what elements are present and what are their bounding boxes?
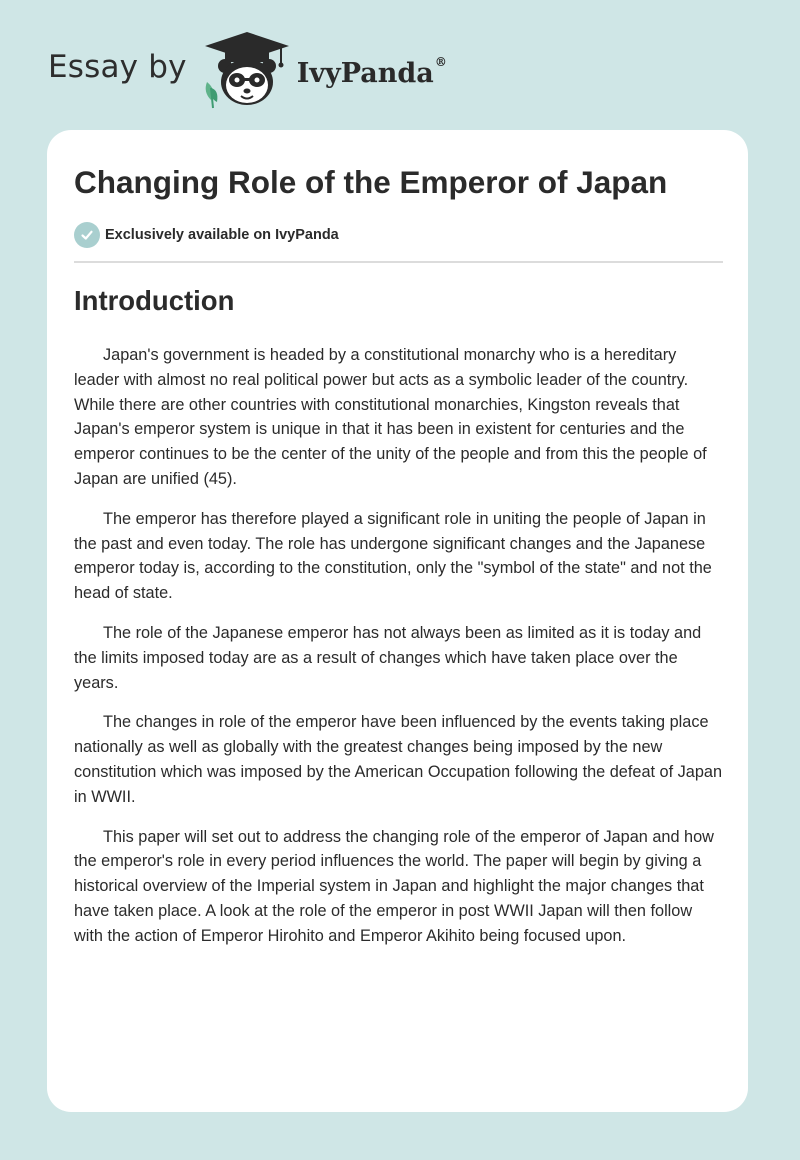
registered-mark: ® (434, 54, 447, 69)
brand-label: IvyPanda (296, 57, 434, 89)
divider (74, 261, 723, 263)
brand-name[interactable] (296, 54, 447, 89)
paragraph: The changes in role of the emperor have been influenced by the events taking place nationally as well as globally with the greatest changes being imposed by the new constitution which was imposed by the American Occupation following the defeat of Japan in WWII. (74, 713, 723, 806)
essay-by-label: Essay by (48, 49, 187, 85)
badge-label: Exclusively available on IvyPanda (105, 227, 339, 243)
check-circle-icon (74, 222, 100, 248)
page-title: Changing Role of the Emperor of Japan (74, 164, 668, 200)
section-heading: Introduction (74, 285, 235, 316)
paragraph: The emperor has therefore played a significant role in uniting the people of Japan in the past and even today. The role has undergone significant changes and the Japanese emperor today is, according to the constitution, only the "symbol of the state" and not the head of state. (74, 509, 712, 603)
article-body (74, 343, 725, 964)
paragraph: Japan's government is headed by a constitutional monarchy who is a hereditary leader with almost no real political power but acts as a symbolic leader of the country. While there are other countries with constitutional monarchies, Kingston reveals that Japan's emperor system is unique in that it has been in existent for centuries and the emperor continues to be the center of the unity of the people and from this the people of Japan are unified (45). (74, 346, 707, 488)
site-header (48, 30, 447, 110)
paragraph: This paper will set out to address the changing role of the emperor of Japan and how the emperor's role in every period influences the world. The paper will begin by giving a historical overview of the Imperial system in Japan and highlight the major changes that have taken place. A look at the role of the emperor in post WWII Japan will then follow with the action of Emperor Hirohito and Emperor Akihito being focused upon. (74, 827, 714, 945)
article-card (47, 130, 748, 1112)
exclusive-badge (74, 222, 339, 248)
panda-graduate-logo-icon[interactable] (201, 30, 293, 110)
paragraph: The role of the Japanese emperor has not always been as limited as it is today and the limits imposed today are as a result of changes which have taken place over the years. (74, 623, 702, 692)
